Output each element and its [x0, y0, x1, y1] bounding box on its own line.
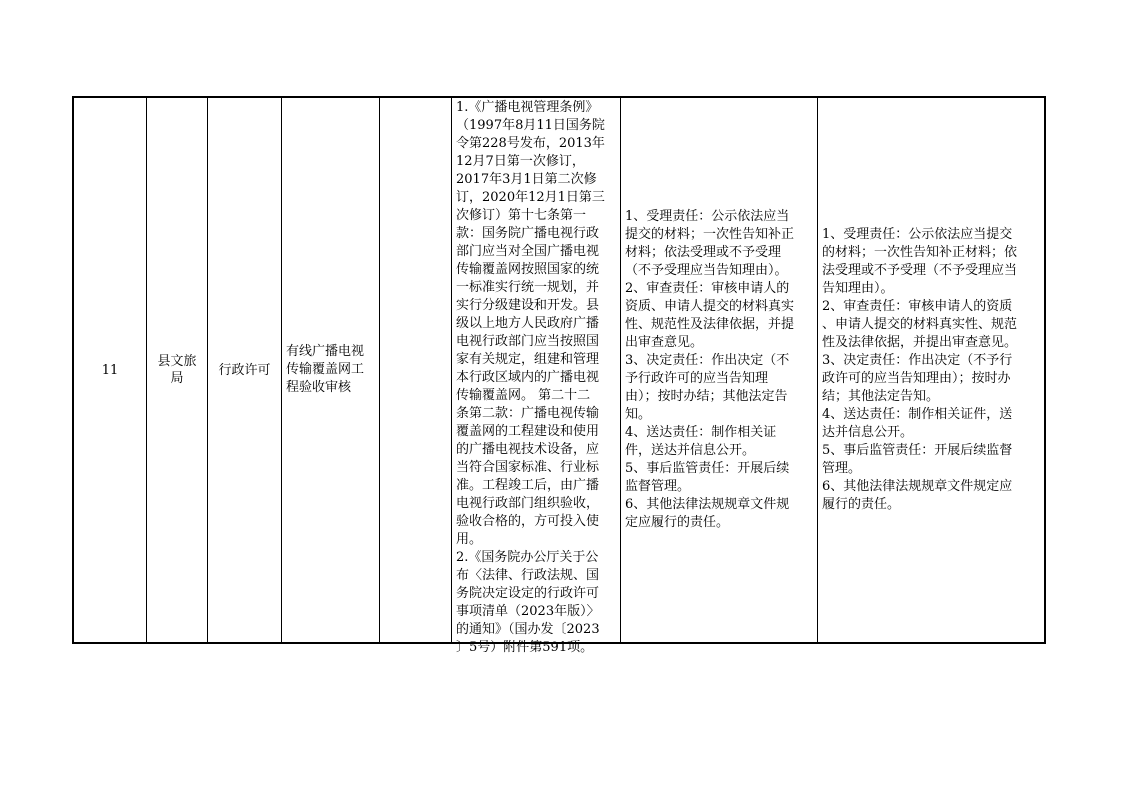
responsibility-a: 1、受理责任：公示依法应当 提交的材料；一次性告知补正 材料；依法受理或不予受理 （不予受理应当告知理由）。 2、审查责任：审核申请人的 资质、申请人提交的材料真实 性、规范性及法律依据，并提 出审查意见。 3、决定责任：作出决定（不 予行政许可的应当告知理 由）；按时办结；其他法定告 知。 4、送达责任：制作相关证 件，送达并信息公开。 5、事后监管责任：开展后续 监督管理。 6、其他法律法规规章文件规 定应履行的责任。	[625, 209, 795, 530]
type-cell	[208, 98, 282, 642]
department-cell	[147, 98, 208, 642]
legal-basis-cell	[452, 98, 621, 655]
index-cell	[74, 98, 147, 642]
code-cell	[380, 98, 452, 642]
table	[72, 96, 1046, 655]
item-name: 有线广播电视 传输覆盖网工 程验收审核	[286, 344, 365, 395]
legal-basis: 1.《广播电视管理条例》 （1997年8月11日国务院 令第228号发布，2013年 12月7日第一次修订， 2017年3月1日第二次修 订，2020年12月1日第三 次修订）第十七条第一 款：国务院广播电视行政 部门应当对全国广播电视 传输覆盖网按照国家的统 一标准实行统一规划，并 实行分级建设和开发。县 级以上地方人民政府广播 电视行政部门应当按照国 家有关规定，组建和管理 本行政区域内的广播电视 传输覆盖网。 第二十二 条第二款：广播电视传输 覆盖网的工程建设和使用 的广播电视技术设备，应 当符合国家标准、行业标 准。工程竣工后，由广播 电视行政部门组织验收， 验收合格的，方可投入使 用。 2.《国务院办公厅关于公 布〈法律、行政法规、国 务院决定设定的行政许可 事项清单（2023年版）〉 的通知》（国办发〔2023 〕5号）附件第591项。	[456, 100, 605, 655]
responsibility-a-cell	[621, 98, 818, 642]
responsibility-b: 1、受理责任：公示依法应当提交 的材料；一次性告知补正材料；依 法受理或不予受理（不予受理应当 告知理由）。 2、审查责任：审核申请人的资质 、申请人提交的材料真实性、规范 性及法律依据，并提出审查意见。 3、决定责任：作出决定（不予行 政许可的应当告知理由）；按时办 结；其他法定告知。 4、送达责任：制作相关证件，送 达并信息公开。 5、事后监管责任：开展后续监督 管理。 6、其他法律法规规章文件规定应 履行的责任。	[822, 227, 1018, 512]
responsibility-b-cell	[818, 98, 1046, 642]
row-index: 11	[101, 362, 119, 378]
item-name-cell	[282, 98, 380, 642]
department: 县文旅 局	[157, 354, 197, 386]
item-type: 行政许可	[218, 362, 271, 378]
